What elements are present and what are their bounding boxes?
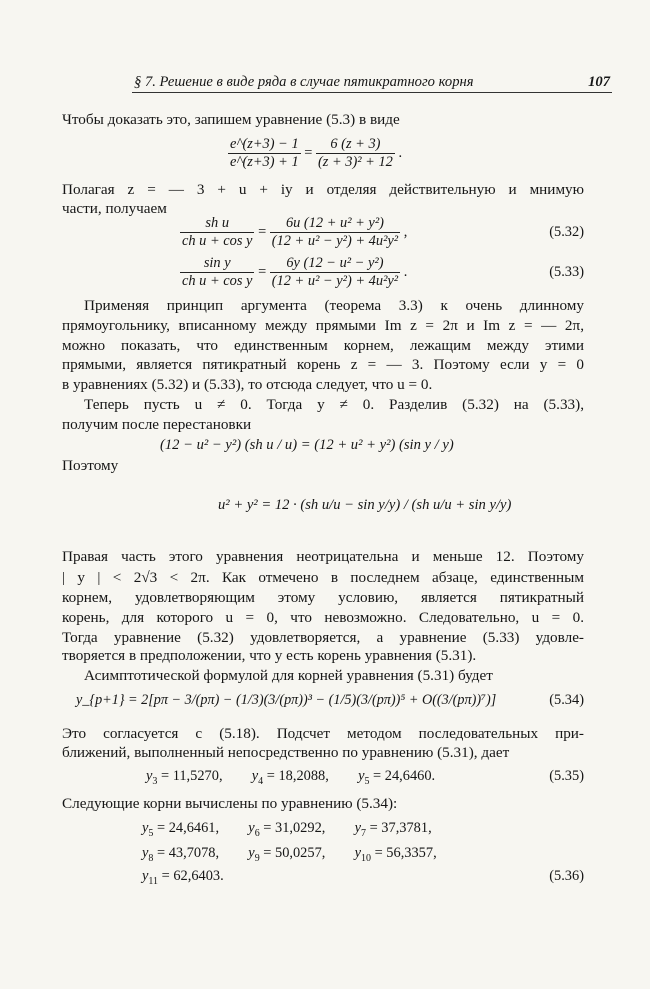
equation-5-35: $y_3 = 11,5270$, $y_4 = 18,2088$, $y_5 = 24,6460$.: [146, 768, 436, 787]
eq-rearranged-text: (12 − u² − y²) (sh u / u) = (12 + u² + y²) (sin y / y): [160, 437, 454, 453]
root-y10: 56,3357: [386, 845, 434, 861]
eq-5-33-lhs-num: sin y: [180, 255, 254, 273]
eq-5-33-rhs-den: (12 + u² − y²) + 4u²y²: [271, 273, 399, 289]
eq-5-32-rhs-den: (12 + u² − y²) + 4u²y²: [271, 233, 399, 249]
equation-5-33: $\frac{\text{sin y}}{\text{ch u + cos y}}$ = $\frac{\text{6y (12 − u² − y²)}}{\text{(12 + u² − y²) + 4u²y²}}$ .: [182, 255, 408, 289]
paragraph-argument-5: в уравнениях (5.32) и (5.33), то отсюда следует, что u = 0.: [62, 376, 433, 393]
paragraph-conclusion-3: корнем, удовлетворяющим этому условию, является пятикратный: [62, 589, 584, 606]
eq-intro-rhs-num: 6 (z + 3): [316, 136, 395, 154]
root-y3: 11,5270: [172, 768, 219, 784]
equation-5-32: $\frac{\text{sh u}}{\text{ch u + cos y}}$ = $\frac{\text{6u (12 + u² + y²)}}{\text{(12 + u² − y²) + 4u²y²}}$ ,: [182, 215, 408, 249]
equation-5-36-row-3: $y_{11} = 62,6403$.: [142, 868, 224, 887]
root-y5: 24,6460: [384, 768, 432, 784]
root-y9: 50,0257: [275, 845, 322, 861]
paragraph-agrees-2: ближений, выполненный непосредственно по уравнению (5.31), дает: [62, 744, 510, 761]
equation-number-5-32: (5.32): [549, 224, 584, 240]
equation-number-5-35: (5.35): [549, 768, 584, 784]
equation-number-5-34: (5.34): [549, 692, 584, 708]
page-number: 107: [588, 74, 610, 90]
paragraph-agrees-1: Это согласуется с (5.18). Подсчет методом последовательных при-: [62, 725, 584, 742]
equation-rearranged: [160, 435, 454, 455]
root-y11: 62,6403: [173, 868, 221, 884]
header-title: § 7. Решение в виде ряда в случае пятикратного корня: [134, 74, 474, 90]
paragraph-therefore: Поэтому: [62, 457, 119, 474]
paragraph-argument-2: прямоугольнику, вписанному между прямыми Im z = 2π и Im z = — 2π,: [62, 317, 584, 334]
paragraph-substitution-1: Полагая z = — 3 + u + iy и отделяя действительную и мнимую: [62, 181, 584, 198]
paragraph-conclusion-2: | y | < 2√3 < 2π. Как отмечено в последнем абзаце, единственным: [62, 569, 584, 586]
equation-5-36-row-2: $y_8 = 43,7078$, $y_9 = 50,0257$, $y_{10} = 56,3357$,: [142, 845, 437, 864]
root-y7: 37,3781: [381, 820, 429, 836]
eq-ratio-text: u² + y² = 12 · (sh u/u − sin y/y) / (sh u/u + sin y/y): [218, 497, 512, 513]
root-y8: 43,7078: [168, 845, 216, 861]
eq-5-32-lhs-den: ch u + cos y: [182, 233, 253, 249]
eq-intro-rhs-den: (z + 3)² + 12: [317, 154, 393, 170]
paragraph-argument-3: можно показать, что единственным корнем, лежащим между этими: [62, 337, 584, 354]
paragraph-following-roots: Следующие корни вычислены по уравнению (5.34):: [62, 795, 398, 812]
eq-5-32-rhs-num: 6u (12 + u² + y²): [270, 215, 400, 233]
paragraph-conclusion-6: творяется в предположении, что y есть корень уравнения (5.31).: [62, 647, 477, 664]
paragraph-suppose-2: получим после перестановки: [62, 416, 252, 433]
paragraph-substitution-2: части, получаем: [62, 200, 167, 217]
equation-5-34: [76, 690, 496, 710]
paragraph-intro: Чтобы доказать это, запишем уравнение (5.3) в виде: [62, 111, 400, 128]
equation-5-36-row-1: $y_5 = 24,6461$, $y_6 = 31,0292$, $y_7 = 37,3781$,: [142, 820, 432, 839]
root-y6: 31,0292: [275, 820, 322, 836]
equation-number-5-33: (5.33): [549, 264, 584, 280]
equation-ratio: [218, 495, 511, 515]
paragraph-argument-1: Применяя принцип аргумента (теорема 3.3) к очень длинному: [84, 297, 584, 314]
paragraph-conclusion-1: Правая часть этого уравнения неотрицательна и меньше 12. Поэтому: [62, 548, 584, 565]
root-y4: 18,2088: [278, 768, 326, 784]
eq-5-34-formula: y_{p+1} = 2[pπ − 3/(pπ) − (1/3)(3/(pπ))³ − (1/5)(3/(pπ))⁵ + O((3/(pπ))⁷)]: [76, 692, 497, 708]
eq-intro-lhs-den: e^(z+3) + 1: [230, 154, 299, 170]
paragraph-argument-4: прямыми, является пятикратный корень z = — 3. Поэтому если y = 0: [62, 356, 584, 373]
eq-5-33-rhs-num: 6y (12 − u² − y²): [270, 255, 400, 273]
paragraph-suppose-1: Теперь пусть u ≠ 0. Тогда y ≠ 0. Разделив (5.32) на (5.33),: [84, 396, 584, 413]
equation-number-5-36: (5.36): [549, 868, 584, 884]
paragraph-asymptotic: Асимптотической формулой для корней уравнения (5.31) будет: [84, 667, 493, 684]
paragraph-conclusion-4: корень, для которого u = 0, что невозможно. Следовательно, u = 0.: [62, 609, 584, 626]
eq-intro-lhs-num: e^(z+3) − 1: [230, 136, 299, 152]
paragraph-conclusion-5: Тогда уравнение (5.32) удовлетворяется, а уравнение (5.33) удовле-: [62, 629, 584, 646]
eq-5-32-lhs-num: sh u: [180, 215, 254, 233]
root-y5b: 24,6461: [168, 820, 216, 836]
equation-intro: $\frac{e\^{}(z+3) - 1}{e\^{}(z+3) + 1}$ = $\frac{6 (z + 3)}{\text{(z + 3)² + 12}}$ .: [230, 136, 403, 170]
eq-5-33-lhs-den: ch u + cos y: [182, 273, 253, 289]
header-rule: [132, 92, 612, 93]
